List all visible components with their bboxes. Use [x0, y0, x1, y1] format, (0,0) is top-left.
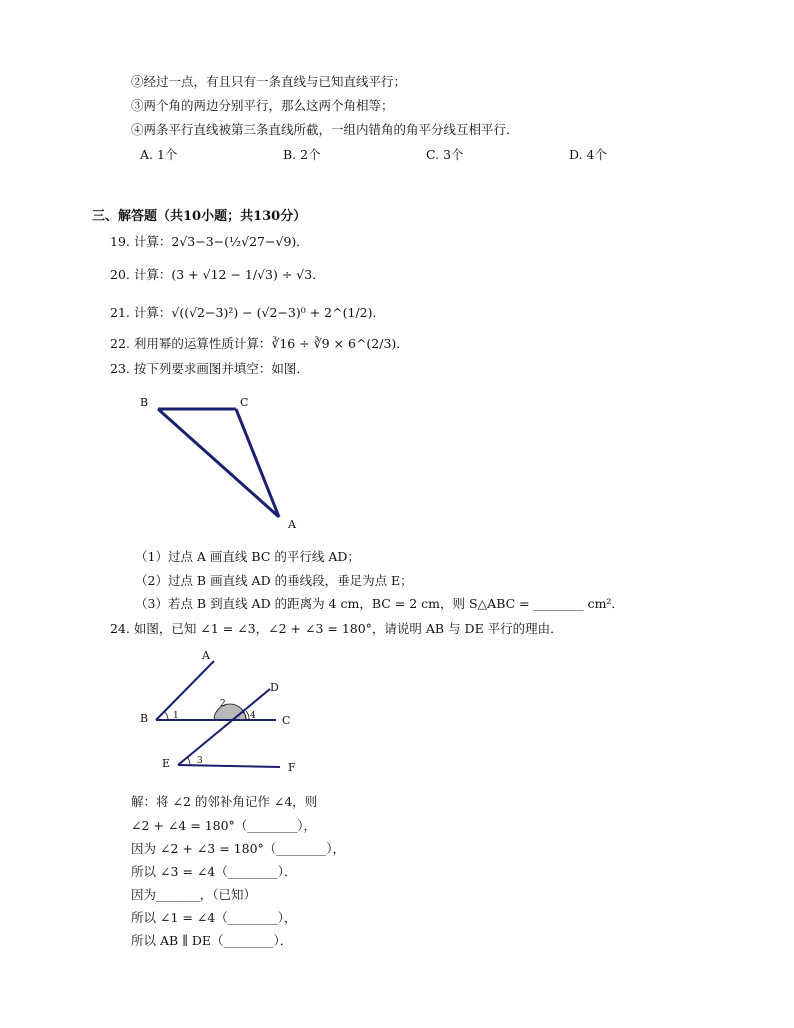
fig2-label-c: C — [282, 714, 291, 727]
question-20-number: 20. — [110, 267, 130, 282]
parallel-lines-figure — [130, 645, 320, 780]
fig2-label-e: E — [162, 757, 171, 770]
solution-line-6: 所以 ∠1 = ∠4（________）， — [131, 910, 297, 925]
question-23-text: 按下列要求画图并填空：如图． — [133, 361, 309, 376]
question-23-number: 23. — [110, 361, 130, 376]
statement-4: ④两条平行直线被第三条直线所截，一组内错角的角平分线互相平行． — [131, 122, 519, 137]
question-20 — [110, 267, 325, 283]
option-d: D. 4个 — [569, 147, 607, 162]
question-19-text: 计算：2√3−3−(½√27−√9)． — [133, 234, 309, 249]
solution-line-3: 因为 ∠2 + ∠3 = 180°（________）， — [131, 841, 346, 856]
question-24-number: 24. — [110, 621, 130, 636]
label-a: A — [288, 518, 296, 531]
label-b: B — [140, 396, 149, 409]
question-19 — [110, 234, 309, 250]
question-23-part-2: （2）过点 B 画直线 AD 的垂线段，垂足为点 E； — [135, 573, 413, 588]
question-20-text: 计算：(3 + √12 − 1/√3) ÷ √3． — [133, 267, 325, 282]
fig2-label-b: B — [140, 712, 149, 725]
solution-line-4: 所以 ∠3 = ∠4（________）． — [131, 864, 297, 879]
solution-line-7: 所以 AB ∥ DE（________）． — [131, 933, 293, 948]
segment-ca — [236, 409, 279, 517]
section-title: 三、解答题（共10小题；共130分） — [92, 209, 307, 224]
fig2-label-f: F — [288, 761, 296, 774]
angle-label-3: 3 — [197, 756, 203, 766]
question-24 — [110, 621, 563, 637]
question-22-text: 利用幂的运算性质计算：∛16 ÷ ∛9 × 6^(2/3)． — [133, 336, 409, 351]
angle-label-1: 1 — [173, 711, 179, 721]
question-21-text: 计算：√((√2−3)²) − (√2−3)⁰ + 2^(1/2)． — [133, 305, 385, 320]
option-a: A. 1个 — [140, 147, 178, 162]
solution-line-1: 解：将 ∠2 的邻补角记作 ∠4，则 — [131, 794, 318, 809]
question-23-part-3: （3）若点 B 到直线 AD 的距离为 4 cm，BC = 2 cm，则 S△ABC = ________ cm²． — [135, 596, 624, 611]
line-ef — [178, 765, 280, 767]
option-b: B. 2个 — [283, 147, 321, 162]
label-c: C — [240, 396, 249, 409]
triangle-figure — [130, 388, 320, 538]
fig2-label-d: D — [270, 681, 279, 694]
question-22-number: 22. — [110, 336, 130, 351]
question-19-number: 19. — [110, 234, 130, 249]
statement-2: ②经过一点，有且只有一条直线与已知直线平行； — [131, 74, 407, 89]
question-21 — [110, 305, 385, 321]
option-c: C. 3个 — [426, 147, 464, 162]
question-24-text: 如图，已知 ∠1 = ∠3，∠2 + ∠3 = 180°，请说明 AB 与 DE 平行的理由． — [133, 621, 563, 636]
question-22 — [110, 336, 409, 352]
statement-3: ③两个角的两边分别平行，那么这两个角相等； — [131, 98, 394, 113]
segment-ba — [158, 409, 279, 517]
question-23-part-1: （1）过点 A 画直线 BC 的平行线 AD； — [135, 549, 360, 564]
solution-line-2: ∠2 + ∠4 = 180°（________）， — [131, 818, 317, 833]
fig2-label-a: A — [202, 649, 210, 662]
angle-label-4: 4 — [250, 711, 256, 721]
solution-line-5: 因为_______，（已知） — [131, 887, 257, 902]
question-23 — [110, 361, 309, 377]
angle-label-2: 2 — [220, 699, 226, 709]
question-21-number: 21. — [110, 305, 130, 320]
